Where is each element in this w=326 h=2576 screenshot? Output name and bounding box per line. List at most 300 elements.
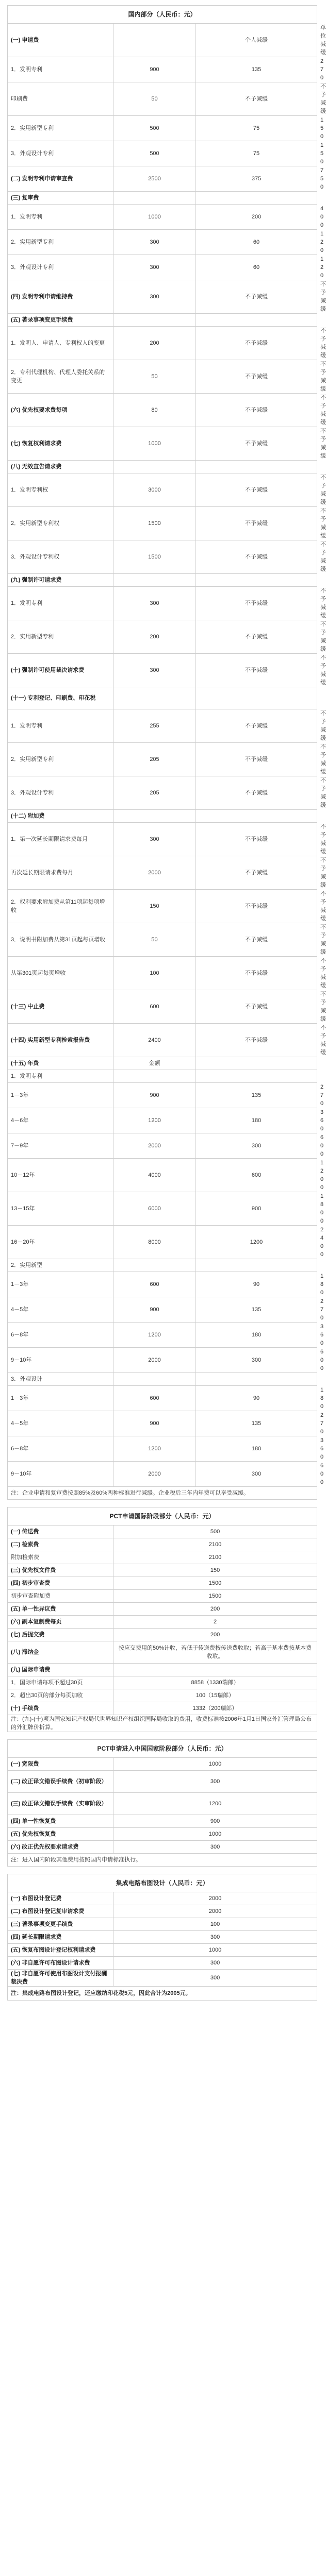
fee-amount: 600 [113,990,196,1024]
table-row: 从第301页起每页增收 100 不予减缓 不予减缓 [8,957,317,990]
table-row [8,1616,317,1629]
table-row [8,1676,317,1689]
fee-amount: 200 [113,1629,317,1641]
table-row: 6－8年 1200 180 360 [8,1436,317,1462]
table-row [8,1551,317,1564]
domestic-fee-table [7,5,326,1500]
fee-item-name: 2．专利代理机构、代理人委托关系的变更 [8,360,113,394]
table-row [8,461,317,473]
personal-reduction: 75 [196,141,317,166]
fee-amount: 300 [113,1841,317,1854]
personal-reduction: 不予减缓 [196,957,317,990]
fee-item-name: (十二) 附加费 [8,810,113,823]
fee-item-name: (五) 单一性异议费 [8,1603,113,1616]
table-row [8,1931,317,1944]
fee-item-name: 1．发明专利 [8,1070,113,1083]
personal-reduction: 个人减缓 [196,24,317,57]
personal-reduction: 60 [196,230,317,255]
fee-item-name: (八) 无效宣告请求费 [8,461,113,473]
table-row: 1－3年 900 135 270 [8,1083,317,1108]
fee-item-name: 1－3年 [8,1386,113,1411]
fee-amount: 300 [113,1931,317,1944]
fee-item-name: 13－15年 [8,1192,113,1226]
fee-item-name: (九) 强制许可请求费 [8,574,113,587]
fee-item-name: 1．发明人、申请人、专利权人的变更 [8,327,113,360]
scroll-end-marker [312,2003,318,2009]
table-row: 2．权利要求附加费从第11项起每项增收 150 不予减缓 不予减缓 [8,890,317,923]
fee-amount: 1200 [113,1436,196,1462]
personal-reduction: 200 [196,205,317,230]
fee-amount: 1000 [113,427,196,461]
fee-item-name: 3．外观设计 [8,1373,113,1386]
table-row [8,1793,317,1815]
fee-amount [113,192,196,205]
fee-amount: 500 [113,116,196,141]
fee-item-name: 2．权利要求附加费从第11项起每项增收 [8,890,113,923]
fee-amount [113,574,196,587]
personal-reduction: 375 [196,166,317,192]
fee-amount: 8000 [113,1226,196,1259]
table-row: 1．发明专利 900 135 270 [8,57,317,82]
fee-item-name: (三) 著录事项变更手续费 [8,1918,113,1931]
table-row [8,1538,317,1551]
fee-item-name: (十五) 年费 [8,1057,113,1070]
domestic-rows [8,24,326,1487]
personal-reduction: 135 [196,1297,317,1323]
personal-reduction: 90 [196,1272,317,1297]
fee-item-name: (二) 布图设计登记复审请求费 [8,1905,113,1918]
table-row [8,1841,317,1854]
table-row: 2．实用新型专利 200 不予减缓 不予减缓 [8,620,317,654]
personal-reduction: 135 [196,1411,317,1436]
domestic-note: 注：企业申请和复审费按照85%及60%两种标准进行减缓。企业税后三年内年费可以享受减缓。 [8,1487,317,1500]
fee-item-name: (二) 发明专利申请审查费 [8,166,113,192]
fee-amount: 300 [113,587,196,620]
fee-item-name: (十四) 实用新型专利检索报告费 [8,1024,113,1057]
fee-item-name: 10－12年 [8,1159,113,1192]
table-row [8,1526,317,1538]
table-row [8,192,317,205]
pct-national-table [7,1739,317,1867]
personal-reduction: 90 [196,1386,317,1411]
fee-amount: 900 [113,1815,317,1828]
fee-amount: 600 [113,1272,196,1297]
fee-item-name: 1．国际申请每项不超过30页 [8,1676,113,1689]
fee-amount: 300 [113,1771,317,1793]
fee-item-name: 2．实用新型专利 [8,620,113,654]
fee-amount: 2000 [113,1892,317,1905]
table-row [8,314,317,327]
fee-item-name: 再次延长期限请求费每月 [8,856,113,890]
layout-design-rows [8,1892,317,1987]
fee-amount: 金额 [113,1057,196,1070]
table-row: 2．实用新型专利 205 不予减缓 不予减缓 [8,743,317,776]
personal-reduction: 300 [196,1348,317,1373]
personal-reduction: 不予减缓 [196,709,317,743]
personal-reduction: 180 [196,1436,317,1462]
table-row: (一) 申请费 个人减缓 单位减缓 [8,24,317,57]
fee-item-name: (十) 强制许可使用裁决请求费 [8,654,113,687]
fee-item-name: 2．实用新型 [8,1259,113,1272]
fee-item-name: 初步审查附加费 [8,1590,113,1603]
fee-item-name: (十一) 专利登记、印刷费、印花税 [8,687,113,709]
table-row: 1．第一次延长期限请求费每月 300 不予减缓 不予减缓 [8,823,317,856]
fee-amount: 50 [113,360,196,394]
table-row: 2．实用新型专利 500 75 150 [8,116,317,141]
fee-amount [113,1070,196,1083]
fee-item-name: 1．发明专利 [8,709,113,743]
personal-reduction [196,687,317,709]
table-row [8,1892,317,1905]
fee-item-name: 3．外观设计专利权 [8,540,113,574]
fee-amount: 900 [113,57,196,82]
fee-item-name: (六) 改正优先权要求请求费 [8,1841,113,1854]
layout-design-table [7,1874,317,2001]
fee-amount: 1500 [113,507,196,540]
personal-reduction [196,574,317,587]
personal-reduction: 不予减缓 [196,823,317,856]
fee-amount: 500 [113,141,196,166]
fee-item-name: (三) 改正译文错误手续费（实审阶段） [8,1793,113,1815]
fee-item-name: 2．实用新型专利 [8,230,113,255]
fee-amount: 300 [113,1970,317,1987]
domestic-title: 国内部分（人民币：元） [8,6,317,24]
fee-amount: 8858（1330瑞郎） [113,1676,317,1689]
fee-item-name: 3．外观设计专利 [8,776,113,810]
table-row: 3．外观设计专利 500 75 150 [8,141,317,166]
table-row [8,1758,317,1771]
personal-reduction: 不予减缓 [196,360,317,394]
fee-amount: 100 [113,1918,317,1931]
pct-national-note: 注：进入国内阶段其他费用按照国内申请标准执行。 [8,1854,317,1867]
personal-reduction: 60 [196,255,317,280]
personal-reduction: 不予减缓 [196,923,317,957]
fee-item-name: 4－5年 [8,1297,113,1323]
fee-amount: 2500 [113,166,196,192]
fee-amount: 6000 [113,1192,196,1226]
table-row [8,574,317,587]
personal-reduction: 不予减缓 [196,654,317,687]
fee-item-name: 印刷费 [8,82,113,116]
fee-amount: 900 [113,1411,196,1436]
fee-amount [113,314,196,327]
table-row [8,1577,317,1590]
personal-reduction [196,1070,317,1083]
fee-amount: 205 [113,776,196,810]
table-row [8,1957,317,1970]
fee-amount: 300 [113,230,196,255]
table-row [8,1259,317,1272]
table-row: (七) 恢复权利请求费 1000 不予减缓 不予减缓 [8,427,317,461]
fee-amount: 200 [113,620,196,654]
fee-amount: 150 [113,890,196,923]
fee-amount [113,810,196,823]
fee-item-name: (八) 滞纳金 [8,1641,113,1664]
fee-item-name: 1．发明专利 [8,57,113,82]
pct-international-rows [8,1526,317,1715]
personal-reduction: 不予减缓 [196,990,317,1024]
personal-reduction [196,192,317,205]
fee-amount: 按应交费用的50%计收，若低于传送费按传送费收取；若高于基本费按基本费收取。 [113,1641,317,1664]
table-row: 16－20年 8000 1200 2400 [8,1226,317,1259]
table-row [8,1918,317,1931]
fee-amount [113,1373,196,1386]
table-row [8,1664,317,1676]
fee-item-name: (六) 副本复制费每页 [8,1616,113,1629]
personal-reduction [196,461,317,473]
table-row: 1．发明专利 1000 200 400 [8,205,317,230]
table-row: 3．外观设计专利 300 60 120 [8,255,317,280]
fee-item-name: (二) 改正译文错误手续费（初审阶段） [8,1771,113,1793]
table-row: 10－12年 4000 600 1200 [8,1159,317,1192]
fee-item-name: (四) 初步审查费 [8,1577,113,1590]
fee-amount: 300 [113,280,196,314]
fee-amount: 300 [113,255,196,280]
fee-amount: 1500 [113,1577,317,1590]
personal-reduction: 不予减缓 [196,473,317,507]
fee-amount: 1000 [113,1758,317,1771]
personal-reduction: 不予减缓 [196,507,317,540]
fee-item-name: 4－5年 [8,1411,113,1436]
fee-item-name: (三) 复审费 [8,192,113,205]
fee-amount: 1200 [113,1108,196,1133]
fee-amount: 1200 [113,1793,317,1815]
fee-amount: 50 [113,923,196,957]
personal-reduction: 不予减缓 [196,856,317,890]
table-row [8,1641,317,1664]
pct-international-table [7,1507,317,1732]
personal-reduction [196,810,317,823]
table-row: 1－3年 600 90 180 [8,1386,317,1411]
fee-amount: 1000 [113,1944,317,1957]
table-row: 1－3年 600 90 180 [8,1272,317,1297]
fee-item-name: 6－8年 [8,1436,113,1462]
personal-reduction: 900 [196,1192,317,1226]
personal-reduction [196,1057,317,1070]
fee-item-name: (四) 发明专利申请维持费 [8,280,113,314]
table-row: 9－10年 2000 300 600 [8,1462,317,1487]
fee-amount: 1500 [113,1590,317,1603]
table-row [8,1828,317,1841]
fee-amount: 300 [113,654,196,687]
fee-amount: 2 [113,1616,317,1629]
fee-item-name: 从第301页起每页增收 [8,957,113,990]
layout-design-title: 集成电路布图设计（人民币：元） [8,1874,317,1892]
fee-item-name: 9－10年 [8,1462,113,1487]
fee-item-name: 2．实用新型专利 [8,116,113,141]
table-row [8,1070,317,1083]
table-row: (六) 优先权要求费每项 80 不予减缓 不予减缓 [8,394,317,427]
personal-reduction: 不予减缓 [196,427,317,461]
table-row: (十) 强制许可使用裁决请求费 300 不予减缓 不予减缓 [8,654,317,687]
personal-reduction: 1200 [196,1226,317,1259]
fee-amount: 2400 [113,1024,196,1057]
personal-reduction: 不予减缓 [196,587,317,620]
fee-item-name: (五) 著录事项变更手续费 [8,314,113,327]
table-row: 3．外观设计专利 205 不予减缓 不予减缓 [8,776,317,810]
fee-item-name: 4－6年 [8,1108,113,1133]
table-row [8,810,317,823]
fee-amount: 2000 [113,1133,196,1159]
fee-item-name: 6－8年 [8,1323,113,1348]
fee-amount: 2000 [113,1348,196,1373]
layout-design-note: 注：集成电路布图设计登记，还应缴纳印花税5元，因此合计为2005元。 [8,1987,317,2001]
fee-amount: 1500 [113,540,196,574]
table-row [8,1944,317,1957]
table-row: 7－9年 2000 300 600 [8,1133,317,1159]
fee-amount: 900 [113,1083,196,1108]
table-row [8,1702,317,1715]
personal-reduction: 不予减缓 [196,394,317,427]
fee-amount: 1332（200瑞郎） [113,1702,317,1715]
fee-item-name: (四) 单一性恢复费 [8,1815,113,1828]
fee-item-name: 1．发明专利 [8,205,113,230]
table-row: 4－5年 900 135 270 [8,1297,317,1323]
fee-item-name: (五) 优先权恢复费 [8,1828,113,1841]
personal-reduction: 不予减缓 [196,82,317,116]
table-row: 1．发明专利 255 不予减缓 不予减缓 [8,709,317,743]
fee-item-name: 1－3年 [8,1272,113,1297]
fee-item-name: (三) 优先权文件费 [8,1564,113,1577]
table-row [8,1970,317,1987]
table-row [8,1603,317,1616]
fee-amount: 600 [113,1386,196,1411]
fee-amount: 1200 [113,1323,196,1348]
table-row: 2．专利代理机构、代理人委托关系的变更 50 不予减缓 不予减缓 [8,360,317,394]
fee-amount [113,24,196,57]
fee-amount: 900 [113,1297,196,1323]
fee-amount: 1000 [113,205,196,230]
fee-item-name: 3．说明书附加费从第31页起每页增收 [8,923,113,957]
fee-item-name: 9－10年 [8,1348,113,1373]
table-row: 13－15年 6000 900 1800 [8,1192,317,1226]
fee-amount: 2100 [113,1538,317,1551]
personal-reduction: 不予减缓 [196,1024,317,1057]
fee-item-name: 3．外观设计专利 [8,141,113,166]
fee-amount: 205 [113,743,196,776]
table-row [8,687,317,709]
fee-item-name: (六) 非自愿许可布图设计请求费 [8,1957,113,1970]
fee-item-name: 16－20年 [8,1226,113,1259]
fee-amount [113,687,196,709]
fee-item-name: (十) 手续费 [8,1702,113,1715]
table-row [8,1815,317,1828]
fee-item-name: 1－3年 [8,1083,113,1108]
table-row: (二) 发明专利申请审查费 2500 375 750 [8,166,317,192]
fee-amount: 300 [113,823,196,856]
personal-reduction: 不予减缓 [196,743,317,776]
table-row: 3．说明书附加费从第31页起每页增收 50 不予减缓 不予减缓 [8,923,317,957]
table-row [8,1905,317,1918]
personal-reduction: 600 [196,1159,317,1192]
table-row [8,1689,317,1702]
fee-item-name: (一) 布图设计登记费 [8,1892,113,1905]
fee-item-name: (六) 优先权要求费每项 [8,394,113,427]
personal-reduction: 135 [196,1083,317,1108]
fee-amount: 200 [113,327,196,360]
table-row: 印刷费 50 不予减缓 不予减缓 [8,82,317,116]
table-row: (十三) 中止费 600 不予减缓 不予减缓 [8,990,317,1024]
fee-item-name: 2．实用新型专利 [8,743,113,776]
fee-item-name: (十三) 中止费 [8,990,113,1024]
personal-reduction [196,1259,317,1272]
fee-amount: 80 [113,394,196,427]
fee-item-name: 2．实用新型专利权 [8,507,113,540]
fee-amount: 1000 [113,1828,317,1841]
personal-reduction: 不予减缓 [196,540,317,574]
personal-reduction: 不予减缓 [196,890,317,923]
fee-amount [113,1664,317,1676]
personal-reduction: 不予减缓 [196,776,317,810]
fee-item-name: (一) 宽限费 [8,1758,113,1771]
fee-item-name: (一) 申请费 [8,24,113,57]
table-row: 2．实用新型专利 300 60 120 [8,230,317,255]
table-row: (四) 发明专利申请维持费 300 不予减缓 不予减缓 [8,280,317,314]
table-row: 6－8年 1200 180 360 [8,1323,317,1348]
table-row: 4－5年 900 135 270 [8,1411,317,1436]
pct-international-title: PCT申请国际阶段部分（人民币：元） [8,1507,317,1526]
fee-amount: 4000 [113,1159,196,1192]
table-row: 4－6年 1200 180 360 [8,1108,317,1133]
fee-item-name: (一) 传送费 [8,1526,113,1538]
fee-item-name: 1．第一次延长期限请求费每月 [8,823,113,856]
fee-item-name: (四) 延长期限请求费 [8,1931,113,1944]
personal-reduction [196,314,317,327]
fee-amount: 100 [113,957,196,990]
table-row: 1．发明人、申请人、专利权人的变更 200 不予减缓 不予减缓 [8,327,317,360]
table-row [8,1057,317,1070]
fee-amount: 255 [113,709,196,743]
personal-reduction: 180 [196,1108,317,1133]
fee-amount: 100（15瑞郎） [113,1689,317,1702]
fee-item-name: (九) 国际申请费 [8,1664,113,1676]
fee-amount: 2000 [113,856,196,890]
personal-reduction: 180 [196,1323,317,1348]
fee-amount [113,1259,196,1272]
table-row: 2．实用新型专利权 1500 不予减缓 不予减缓 [8,507,317,540]
fee-item-name: (二) 检索费 [8,1538,113,1551]
table-row: 9－10年 2000 300 600 [8,1348,317,1373]
fee-item-name: 附加检索费 [8,1551,113,1564]
table-row [8,1373,317,1386]
pct-national-title: PCT申请进入中国国家阶段部分（人民币：元） [8,1740,317,1758]
fee-item-name: (七) 非自愿许可使用布图设计支付报酬裁决费 [8,1970,113,1987]
fee-amount: 150 [113,1564,317,1577]
fee-item-name: (五) 恢复布图设计登记权利请求费 [8,1944,113,1957]
pct-international-note: 注：(九)-(十)项为国家知识产权局代世界知识产权组织国际局收取的费用，收费标准按2006年1月1日国家外汇管理局公布的外汇牌价折算。 [8,1715,317,1732]
fee-amount: 300 [113,1957,317,1970]
fee-schedule-page [7,0,326,2009]
table-row [8,1564,317,1577]
personal-reduction: 不予减缓 [196,280,317,314]
fee-item-name: 1．发明专利权 [8,473,113,507]
fee-amount: 3000 [113,473,196,507]
table-row: 再次延长期限请求费每月 2000 不予减缓 不予减缓 [8,856,317,890]
personal-reduction: 135 [196,57,317,82]
fee-amount: 200 [113,1603,317,1616]
fee-item-name: 3．外观设计专利 [8,255,113,280]
fee-item-name: (七) 恢复权利请求费 [8,427,113,461]
table-row [8,1590,317,1603]
table-row: (十四) 实用新型专利检索报告费 2400 不予减缓 不予减缓 [8,1024,317,1057]
fee-amount: 2100 [113,1551,317,1564]
fee-amount [113,461,196,473]
fee-item-name: 7－9年 [8,1133,113,1159]
fee-amount: 500 [113,1526,317,1538]
fee-item-name: (七) 后提交费 [8,1629,113,1641]
table-row: 3．外观设计专利权 1500 不予减缓 不予减缓 [8,540,317,574]
fee-amount: 2000 [113,1462,196,1487]
